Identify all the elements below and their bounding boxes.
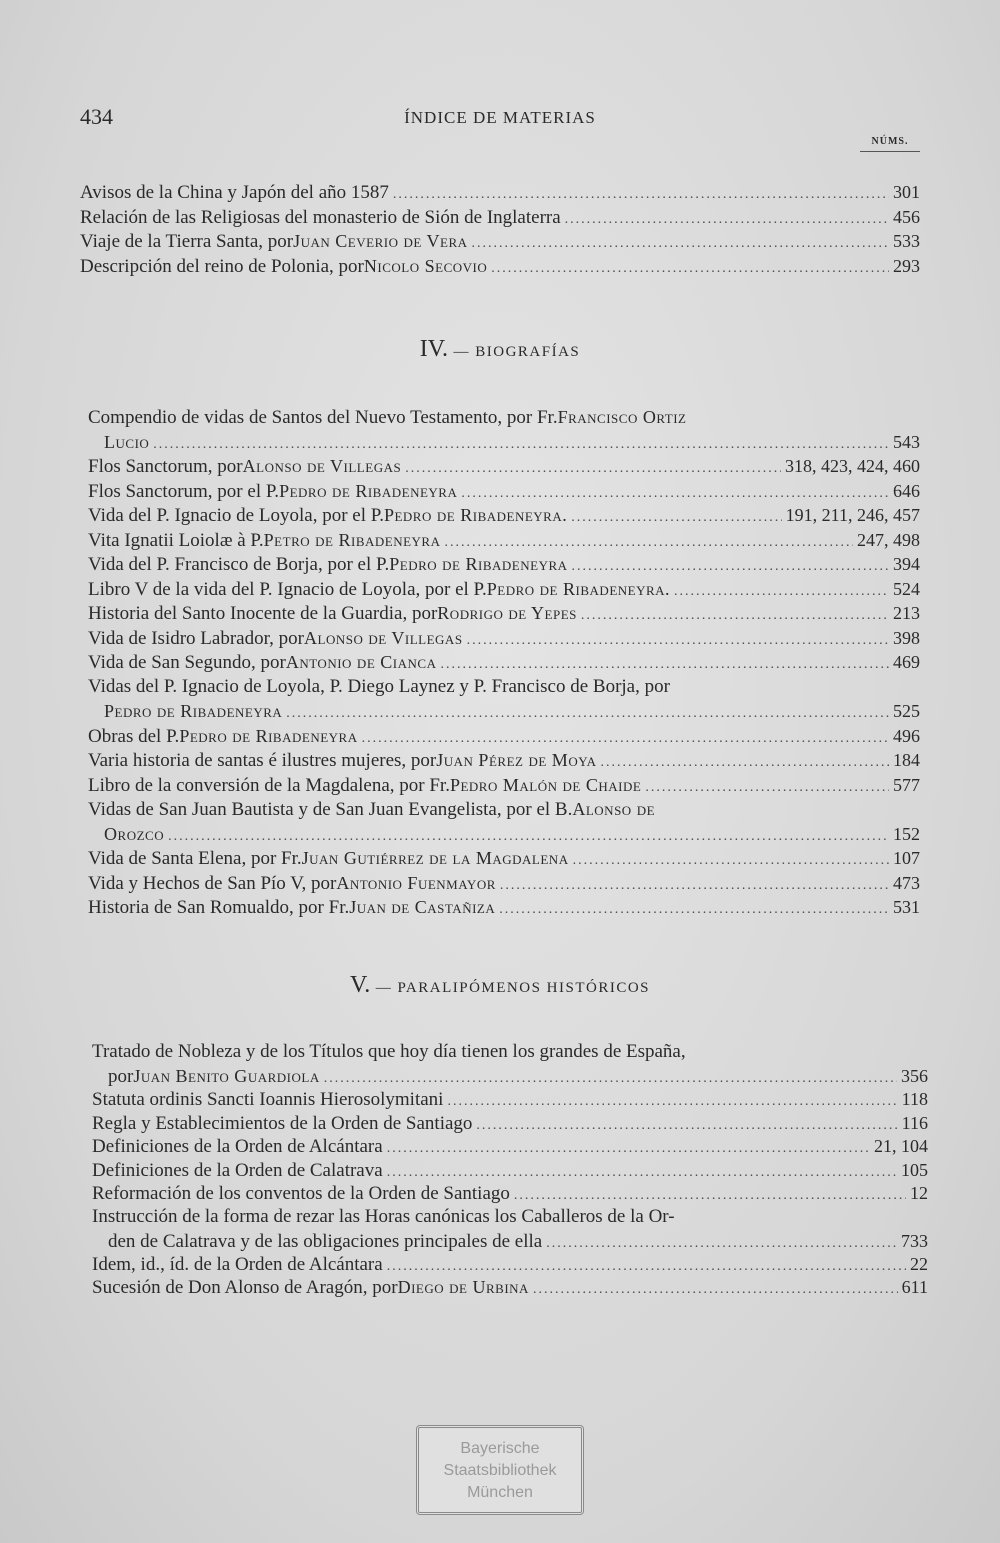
entry-title: Compendio de vidas de Santos del Nuevo Testamento, por Fr. bbox=[88, 407, 558, 428]
entry-title: Flos Sanctorum, por bbox=[88, 456, 243, 477]
dot-leader bbox=[581, 604, 889, 628]
index-entry bbox=[80, 180, 920, 207]
entry-number: 496 bbox=[893, 725, 920, 746]
index-entry bbox=[88, 626, 920, 653]
entry-number: 12 bbox=[910, 1183, 928, 1203]
entry-number: 646 bbox=[893, 480, 920, 501]
section-roman: V. bbox=[349, 972, 371, 998]
index-entry bbox=[92, 1205, 928, 1256]
index-entry bbox=[88, 846, 920, 873]
entry-number: 107 bbox=[893, 848, 920, 868]
entry-title: Vita Ignatii Loiolæ à P. bbox=[88, 529, 264, 551]
entry-author: Juan Gutiérrez de la Magdalena bbox=[301, 848, 569, 868]
entry-title: Vida de San Segundo, por bbox=[88, 652, 286, 673]
entry-continuation-row bbox=[88, 822, 920, 849]
running-title: ÍNDICE DE MATERIAS bbox=[404, 108, 596, 127]
entry-continuation-prefix: por bbox=[108, 1066, 134, 1087]
entry-row bbox=[80, 254, 920, 281]
entry-author: Pedro de Ribadeneyra bbox=[104, 700, 283, 721]
entry-author: Juan Ceverio de Vera bbox=[293, 231, 468, 251]
index-entry bbox=[80, 254, 920, 281]
entry-title: Viaje de la Tierra Santa, por bbox=[80, 231, 294, 252]
entry-author: Alonso de Villegas bbox=[304, 627, 463, 648]
entry-number: 398 bbox=[893, 627, 920, 648]
entry-row bbox=[92, 1275, 928, 1302]
entry-title: Relación de las Religiosas del monasterio de Sión de Inglaterra bbox=[80, 206, 561, 228]
index-entry bbox=[88, 405, 920, 457]
index-entry bbox=[88, 675, 920, 726]
index-entry bbox=[88, 552, 920, 579]
dot-leader bbox=[405, 457, 781, 481]
nums-column-label: NÚMS. bbox=[860, 136, 920, 152]
entry-row bbox=[80, 205, 920, 232]
entry-row bbox=[88, 773, 920, 800]
dot-leader bbox=[472, 232, 889, 256]
entry-title: Vida del P. Francisco de Borja, por el P. bbox=[88, 554, 390, 575]
entry-title: Regla y Establecimientos de la Orden de Santiago bbox=[92, 1112, 473, 1134]
entry-number: 213 bbox=[893, 603, 920, 623]
index-entry bbox=[80, 229, 920, 256]
entry-title: Vidas del P. Ignacio de Loyola, P. Diego Laynez y P. Francisco de Borja, por bbox=[88, 675, 670, 697]
entry-row bbox=[88, 528, 920, 555]
entry-author: Orozco bbox=[104, 824, 165, 844]
index-entry bbox=[88, 479, 920, 506]
entry-author: Juan Pérez de Moya bbox=[436, 750, 597, 770]
entry-author: Antonio Fuenmayor bbox=[336, 872, 496, 893]
entry-author: Pedro de Ribadeneyra bbox=[179, 725, 358, 746]
entry-author: Alonso de bbox=[572, 799, 656, 819]
entry-row bbox=[88, 650, 920, 677]
index-entry bbox=[88, 454, 920, 481]
entry-author: Francisco Ortiz bbox=[557, 407, 687, 427]
entry-row bbox=[80, 229, 920, 256]
entry-row bbox=[88, 503, 920, 530]
section-label: — PARALIPÓMENOS HISTÓRICOS bbox=[375, 980, 651, 996]
entry-number: 184 bbox=[893, 750, 920, 770]
entry-title: Vidas de San Juan Bautista y de San Juan Evangelista, por el B. bbox=[88, 799, 573, 820]
dot-leader bbox=[393, 183, 889, 207]
stamp-line: Staatsbibliothek bbox=[443, 1462, 557, 1479]
entry-number: 152 bbox=[893, 824, 920, 844]
entry-number: 473 bbox=[893, 872, 920, 893]
entry-number: 105 bbox=[901, 1159, 928, 1180]
entry-continuation-row bbox=[88, 430, 920, 457]
dot-leader bbox=[601, 751, 889, 775]
dot-leader bbox=[500, 874, 889, 898]
entry-title: Definiciones de la Orden de Calatrava bbox=[92, 1159, 383, 1181]
section-roman: IV. bbox=[419, 336, 448, 362]
index-entry bbox=[88, 724, 920, 751]
index-entry bbox=[88, 503, 920, 530]
index-entry bbox=[88, 748, 920, 775]
entry-continuation-row bbox=[88, 699, 920, 726]
entry-number: 531 bbox=[893, 897, 920, 917]
index-entry bbox=[88, 797, 920, 849]
entry-row bbox=[88, 454, 920, 481]
entry-author: Diego de Urbina bbox=[397, 1277, 529, 1297]
index-entry bbox=[92, 1275, 928, 1302]
entry-title: Reformación de los conventos de la Orden de Santiago bbox=[92, 1183, 510, 1204]
entry-row bbox=[80, 180, 920, 207]
entry-row bbox=[92, 1040, 928, 1064]
entry-number: 394 bbox=[893, 554, 920, 574]
entry-row bbox=[88, 601, 920, 628]
entry-row bbox=[88, 577, 920, 604]
entry-number: 469 bbox=[893, 652, 920, 672]
entry-row bbox=[92, 1205, 928, 1229]
entry-row bbox=[88, 895, 920, 922]
stamp-line: München bbox=[467, 1484, 533, 1501]
entry-number: 533 bbox=[893, 231, 920, 251]
entry-number: 293 bbox=[893, 255, 920, 276]
entry-number: 356 bbox=[901, 1066, 928, 1086]
entry-continuation: den de Calatrava y de las obligaciones principales de ella bbox=[108, 1230, 543, 1252]
entry-author: Pedro de Ribadeneyra. bbox=[486, 578, 671, 599]
entry-title: Instrucción de la forma de rezar las Horas canónicas los Caballeros de la Or- bbox=[92, 1205, 675, 1227]
entry-title: Vida de Santa Elena, por Fr. bbox=[88, 848, 302, 869]
index-entry bbox=[88, 528, 920, 555]
entry-number: 577 bbox=[893, 774, 920, 795]
entry-author: Petro de Ribadeneyra bbox=[263, 529, 441, 550]
index-entry bbox=[88, 773, 920, 800]
index-entry bbox=[88, 650, 920, 677]
entry-author: Pedro de Ribadeneyra bbox=[279, 480, 458, 501]
dot-leader bbox=[573, 849, 889, 873]
entry-author: Lucio bbox=[104, 432, 150, 452]
entry-number: 191, 211, 246, 457 bbox=[785, 505, 920, 525]
entry-title: Historia de San Romualdo, por Fr. bbox=[88, 897, 350, 918]
entry-number: 22 bbox=[910, 1253, 928, 1274]
entry-row bbox=[88, 626, 920, 653]
dot-leader bbox=[467, 629, 889, 653]
dot-leader bbox=[674, 580, 889, 604]
entry-number: 611 bbox=[901, 1277, 928, 1297]
index-entry bbox=[88, 601, 920, 628]
entry-title: Obras del P. bbox=[88, 725, 180, 747]
entry-number: 116 bbox=[901, 1112, 928, 1133]
entry-title: Flos Sanctorum, por el P. bbox=[88, 480, 280, 502]
entry-title: Idem, id., íd. de la Orden de Alcántara bbox=[92, 1253, 383, 1275]
entry-row bbox=[88, 675, 920, 699]
entry-title: Statuta ordinis Sancti Ioannis Hierosolymitani bbox=[92, 1089, 444, 1110]
entry-title: Historia del Santo Inocente de la Guardia, por bbox=[88, 603, 438, 624]
entry-title: Vida y Hechos de San Pío V, por bbox=[88, 872, 337, 894]
index-entry bbox=[88, 871, 920, 898]
section-heading-v bbox=[0, 972, 1000, 999]
entry-title: Vida de Isidro Labrador, por bbox=[88, 627, 304, 649]
index-entry bbox=[92, 1040, 928, 1091]
entry-title: Vida del P. Ignacio de Loyola, por el P. bbox=[88, 505, 384, 526]
dot-leader bbox=[645, 776, 889, 800]
dot-leader bbox=[572, 555, 889, 579]
entry-number: 247, 498 bbox=[857, 529, 920, 550]
entry-number: 543 bbox=[893, 432, 920, 452]
page-number: 434 bbox=[80, 104, 113, 129]
entry-author: Pedro de Ribadeneyra bbox=[389, 554, 568, 574]
entry-title: Sucesión de Don Alonso de Aragón, por bbox=[92, 1277, 398, 1298]
entry-author: Nicolo Secovio bbox=[363, 255, 488, 276]
entry-row bbox=[88, 846, 920, 873]
dot-leader bbox=[461, 482, 889, 506]
entry-row bbox=[88, 748, 920, 775]
entry-author: Rodrigo de Yepes bbox=[437, 603, 577, 623]
dot-leader bbox=[571, 506, 781, 530]
entry-author: Juan Benito Guardiola bbox=[133, 1066, 320, 1086]
dot-leader bbox=[440, 653, 889, 677]
dot-leader bbox=[445, 531, 854, 555]
entry-title: Varia historia de santas é ilustres mujeres, por bbox=[88, 750, 437, 771]
entry-author: Antonio de Cianca bbox=[285, 652, 437, 672]
entry-number: 318, 423, 424, 460 bbox=[785, 456, 920, 476]
dot-leader bbox=[499, 898, 889, 922]
entry-number: 525 bbox=[893, 700, 920, 721]
entry-row bbox=[88, 479, 920, 506]
entry-title: Libro de la conversión de la Magdalena, por Fr. bbox=[88, 774, 450, 796]
dot-leader bbox=[362, 727, 889, 751]
stamp-line: Bayerische bbox=[460, 1440, 540, 1457]
section-label: — BIOGRAFÍAS bbox=[453, 344, 581, 360]
page-header bbox=[80, 104, 920, 147]
entry-author: Alonso de Villegas bbox=[242, 456, 402, 476]
entry-number: 118 bbox=[901, 1089, 928, 1109]
entry-number: 301 bbox=[893, 182, 920, 202]
entry-number: 456 bbox=[893, 206, 920, 227]
entry-row bbox=[88, 552, 920, 579]
library-stamp bbox=[416, 1425, 584, 1515]
entry-author: Pedro Malón de Chaide bbox=[449, 774, 642, 795]
dot-leader bbox=[491, 257, 889, 281]
entry-number: 21, 104 bbox=[874, 1136, 928, 1156]
dot-leader bbox=[565, 208, 889, 232]
entry-author: Pedro de Ribadeneyra. bbox=[383, 505, 568, 525]
section-heading-iv bbox=[0, 336, 1000, 363]
entry-title: Descripción del reino de Polonia, por bbox=[80, 255, 364, 277]
entry-author: Juan de Castañiza bbox=[349, 897, 496, 917]
dot-leader bbox=[533, 1278, 898, 1302]
entry-title: Avisos de la China y Japón del año 1587 bbox=[80, 182, 389, 203]
entry-row bbox=[88, 797, 920, 822]
dot-leader bbox=[286, 702, 889, 726]
index-entry bbox=[88, 577, 920, 604]
entry-title: Tratado de Nobleza y de los Títulos que hoy día tienen los grandes de España, bbox=[92, 1041, 686, 1062]
entry-row bbox=[88, 871, 920, 898]
entry-row bbox=[88, 724, 920, 751]
entry-title: Libro V de la vida del P. Ignacio de Loyola, por el P. bbox=[88, 578, 487, 600]
index-entry bbox=[80, 205, 920, 232]
entry-number: 733 bbox=[901, 1230, 928, 1251]
index-entry bbox=[88, 895, 920, 922]
entry-title: Definiciones de la Orden de Alcántara bbox=[92, 1136, 383, 1157]
entry-row bbox=[88, 405, 920, 430]
entry-number: 524 bbox=[893, 578, 920, 599]
